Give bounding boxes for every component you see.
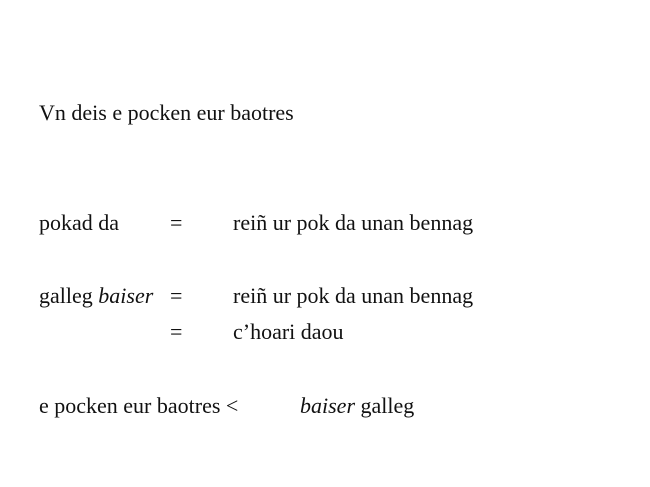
term-text: pokad da: [39, 210, 120, 235]
etymology-italic-word: baiser: [300, 393, 355, 418]
equals-sign: =: [170, 283, 183, 308]
etymology-language: galleg: [355, 393, 415, 418]
slide-title: Vn deis e pocken eur baotres: [39, 100, 294, 125]
definition-text: reiñ ur pok da unan bennag: [233, 210, 474, 235]
term-galleg-baiser: [39, 285, 153, 307]
definition-text: reiñ ur pok da unan bennag: [233, 283, 474, 308]
etymology-origin: [300, 395, 414, 417]
equals-sign: =: [170, 210, 183, 235]
term-italic-text: baiser: [98, 283, 154, 308]
term-pokad-da: [39, 212, 119, 234]
etymology-source: e pocken eur baotres <: [39, 393, 239, 418]
equals-sign: =: [170, 319, 183, 344]
definition-text: c’hoari daou: [233, 319, 344, 344]
term-text: galleg: [39, 283, 99, 308]
